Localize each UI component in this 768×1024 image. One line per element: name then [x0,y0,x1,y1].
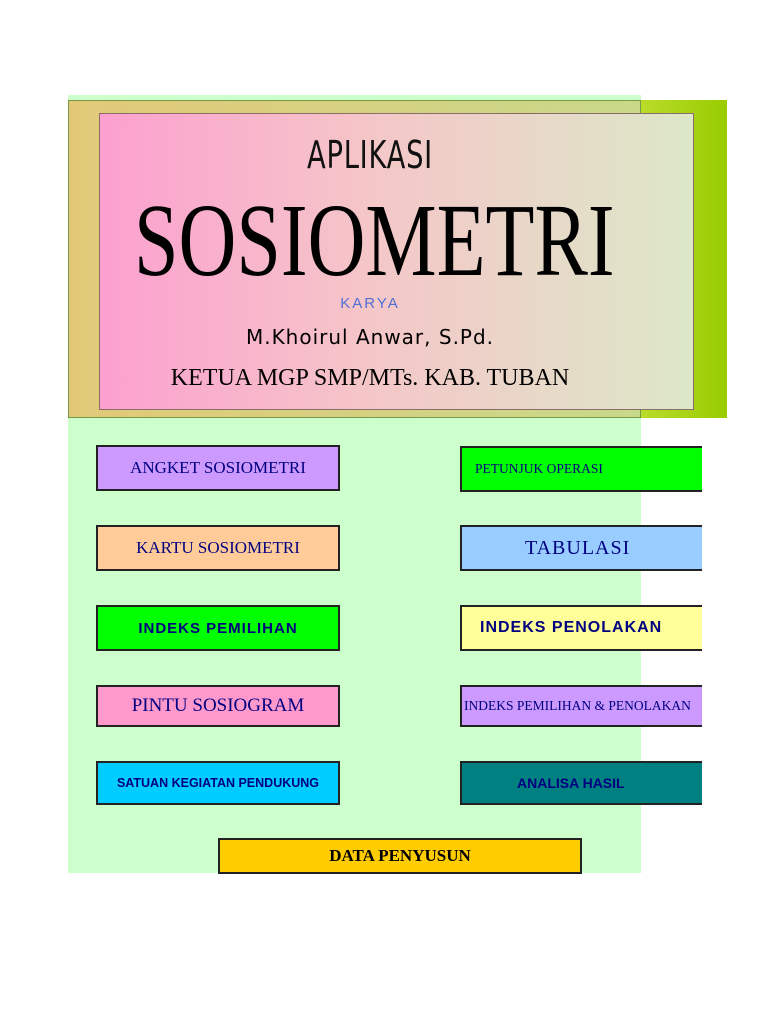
indeks-pemilihan-label: INDEKS PEMILIHAN [138,619,298,637]
kartu-sosiometri-label: KARTU SOSIOMETRI [136,538,300,557]
pintu-sosiogram-button[interactable] [96,685,340,727]
indeks-penolakan-label: INDEKS PENOLAKAN [480,619,663,636]
indeks-penolakan-button[interactable] [460,605,702,651]
petunjuk-operasi-button[interactable] [460,446,702,492]
title-content [99,113,641,410]
tabulasi-button[interactable] [460,525,702,571]
app-title: SOSIOMETRI [134,183,615,298]
indeks-pemilihan-button[interactable] [96,605,340,651]
author-name: M.Khoirul Anwar, S.Pd. [245,325,495,349]
tabulasi-label: TABULASI [525,536,631,559]
karya-label: KARYA [340,295,400,312]
data-penyusun-label: DATA PENYUSUN [329,846,471,865]
indeks-pemilihan-penolakan-label: INDEKS PEMILIHAN & PENOLAKAN [464,698,691,713]
satuan-kegiatan-button[interactable] [96,761,340,805]
analisa-hasil-button[interactable] [460,761,702,805]
analisa-hasil-label: ANALISA HASIL [517,775,625,791]
data-penyusun-button[interactable] [218,838,582,874]
angket-sosiometri-label: ANGKET SOSIOMETRI [130,458,306,477]
indeks-pemilihan-penolakan-button[interactable] [460,685,702,727]
author-role: KETUA MGP SMP/MTs. KAB. TUBAN [170,365,570,391]
aplikasi-label: APLIKASI [307,133,433,177]
pintu-sosiogram-label: PINTU SOSIOGRAM [131,695,305,716]
satuan-kegiatan-label: SATUAN KEGIATAN PENDUKUNG [116,776,320,790]
angket-sosiometri-button[interactable] [96,445,340,491]
petunjuk-operasi-label: PETUNJUK OPERASI [475,461,603,476]
kartu-sosiometri-button[interactable] [96,525,340,571]
